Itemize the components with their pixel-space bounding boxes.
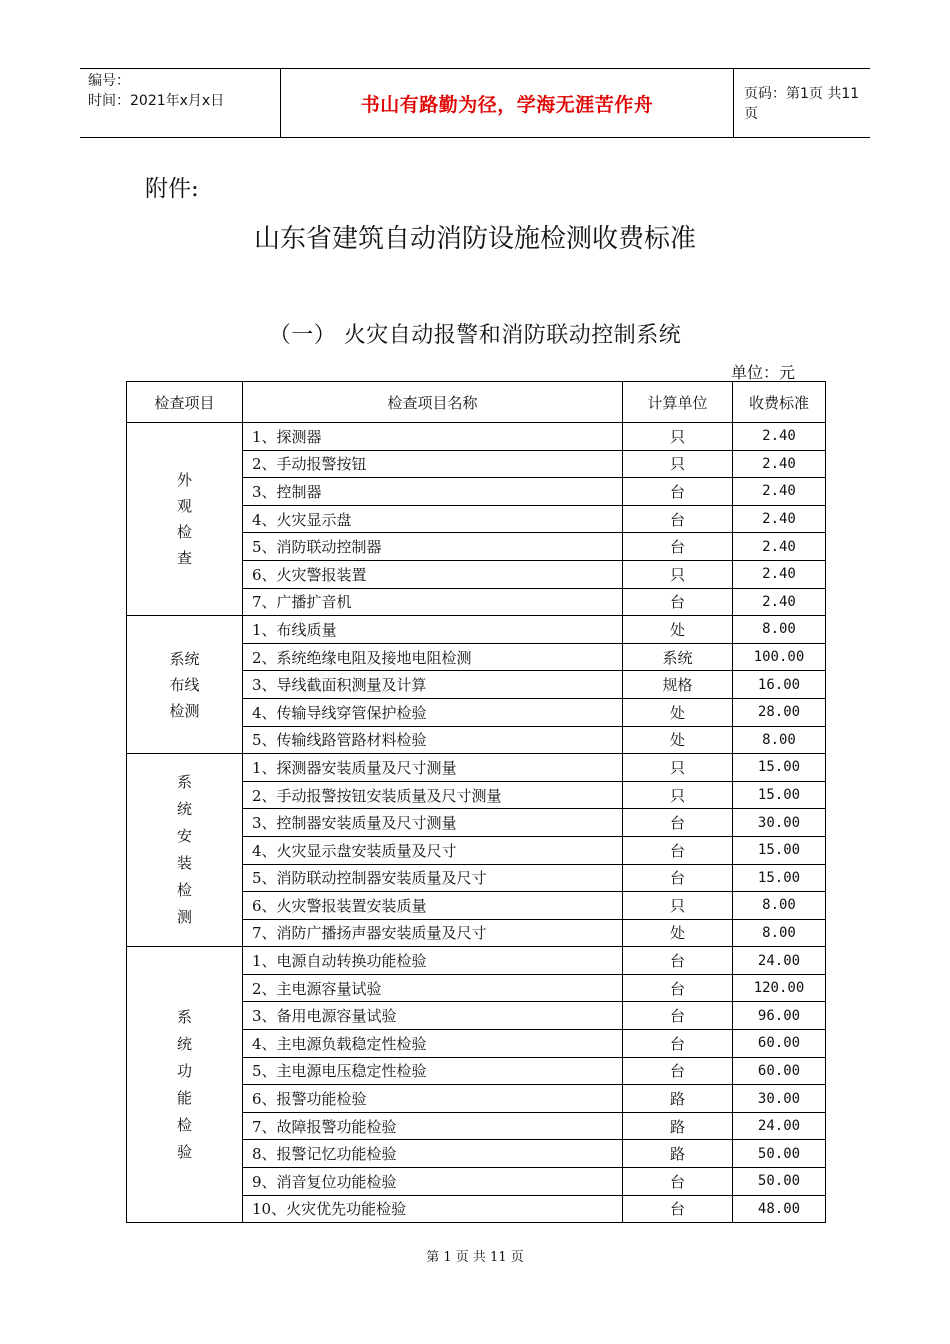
item-name-cell: 3、控制器安装质量及尺寸测量: [243, 809, 623, 837]
table-header-row: [127, 382, 826, 423]
unit-cell: 台: [623, 809, 733, 837]
table-row: [127, 616, 826, 644]
category-label-line: 装: [176, 854, 192, 873]
item-name-cell: 3、控制器: [243, 478, 623, 506]
item-name-cell: 10、火灾优先功能检验: [243, 1195, 623, 1223]
item-name-cell: 3、导线截面积测量及计算: [243, 671, 623, 699]
item-name-cell: 3、备用电源容量试验: [243, 1002, 623, 1030]
header-time: 时间：2021年x月x日: [88, 93, 225, 109]
category-label: [169, 646, 199, 724]
category-label-line: 检测: [169, 701, 200, 720]
fee-cell: 28.00: [733, 698, 826, 726]
header-fee: 收费标准: [733, 382, 826, 423]
fee-table: [126, 381, 826, 1223]
document-header: [80, 68, 870, 138]
section-subtitle: （一） 火灾自动报警和消防联动控制系统: [268, 323, 682, 348]
item-name-cell: 6、火灾警报装置: [243, 560, 623, 588]
unit-cell: 台: [623, 1195, 733, 1223]
item-name-cell: 5、消防联动控制器安装质量及尺寸: [243, 864, 623, 892]
item-name-cell: 4、火灾显示盘: [243, 505, 623, 533]
unit-cell: 只: [623, 754, 733, 782]
header-motto: 书山有路勤为径，学海无涯苦作舟: [280, 69, 734, 137]
fee-cell: 15.00: [733, 754, 826, 782]
item-name-cell: 2、系统绝缘电阻及接地电阻检测: [243, 643, 623, 671]
unit-cell: 只: [623, 560, 733, 588]
item-name-cell: 9、消音复位功能检验: [243, 1168, 623, 1196]
fee-cell: 16.00: [733, 671, 826, 699]
item-name-cell: 5、主电源电压稳定性检验: [243, 1057, 623, 1085]
category-label-line: 验: [176, 1142, 192, 1161]
category-label: [177, 1004, 192, 1166]
fee-cell: 8.00: [733, 919, 826, 947]
category-cell: [127, 947, 243, 1223]
fee-cell: 30.00: [733, 1085, 826, 1113]
fee-cell: 2.40: [733, 560, 826, 588]
item-name-cell: 7、广播扩音机: [243, 588, 623, 616]
table-body: [127, 423, 826, 1223]
header-check-item: 检查项目: [127, 382, 243, 423]
category-label-line: 能: [176, 1088, 192, 1107]
fee-cell: 15.00: [733, 836, 826, 864]
header-unit: 计算单位: [623, 382, 733, 423]
category-label-line: 外: [176, 471, 192, 490]
unit-cell: 台: [623, 1002, 733, 1030]
fee-cell: 2.40: [733, 505, 826, 533]
category-label-line: 统: [176, 1034, 192, 1053]
unit-cell: 系统: [623, 643, 733, 671]
item-name-cell: 7、消防广播扬声器安装质量及尺寸: [243, 919, 623, 947]
fee-cell: 2.40: [733, 450, 826, 478]
item-name-cell: 2、手动报警按钮安装质量及尺寸测量: [243, 781, 623, 809]
item-name-cell: 6、火灾警报装置安装质量: [243, 892, 623, 920]
fee-cell: 24.00: [733, 1112, 826, 1140]
category-label: [177, 467, 192, 571]
category-label-line: 布线: [169, 675, 200, 694]
item-name-cell: 1、布线质量: [243, 616, 623, 644]
item-name-cell: 7、故障报警功能检验: [243, 1112, 623, 1140]
unit-cell: 台: [623, 1168, 733, 1196]
unit-cell: 台: [623, 588, 733, 616]
unit-cell: 台: [623, 974, 733, 1002]
category-label-line: 系统: [169, 649, 200, 668]
unit-cell: 只: [623, 781, 733, 809]
item-name-cell: 1、电源自动转换功能检验: [243, 947, 623, 975]
unit-cell: 只: [623, 892, 733, 920]
table-row: [127, 423, 826, 451]
fee-cell: 120.00: [733, 974, 826, 1002]
fee-cell: 50.00: [733, 1140, 826, 1168]
fee-cell: 15.00: [733, 781, 826, 809]
category-label-line: 测: [176, 908, 192, 927]
header-item-name: 检查项目名称: [243, 382, 623, 423]
item-name-cell: 5、消防联动控制器: [243, 533, 623, 561]
table-row: [127, 947, 826, 975]
category-label-line: 观: [176, 497, 192, 516]
fee-cell: 8.00: [733, 726, 826, 754]
fee-cell: 8.00: [733, 616, 826, 644]
unit-cell: 路: [623, 1112, 733, 1140]
unit-cell: 台: [623, 836, 733, 864]
category-label: [177, 769, 192, 931]
unit-cell: 路: [623, 1140, 733, 1168]
category-label-line: 系: [176, 1007, 192, 1026]
page-footer: 第 1 页 共 11 页: [426, 1250, 524, 1265]
item-name-cell: 6、报警功能检验: [243, 1085, 623, 1113]
item-name-cell: 5、传输线路管路材料检验: [243, 726, 623, 754]
item-name-cell: 4、主电源负载稳定性检验: [243, 1030, 623, 1058]
item-name-cell: 2、手动报警按钮: [243, 450, 623, 478]
fee-cell: 30.00: [733, 809, 826, 837]
fee-cell: 15.00: [733, 864, 826, 892]
unit-cell: 台: [623, 864, 733, 892]
unit-cell: 处: [623, 698, 733, 726]
category-label-line: 系: [176, 773, 192, 792]
item-name-cell: 1、探测器安装质量及尺寸测量: [243, 754, 623, 782]
header-page-info: 页码：第1页 共11页: [744, 86, 860, 122]
category-label-line: 安: [176, 827, 192, 846]
category-label-line: 查: [176, 549, 192, 568]
unit-note: 单位：元: [731, 363, 796, 382]
unit-cell: 台: [623, 1057, 733, 1085]
unit-cell: 台: [623, 478, 733, 506]
item-name-cell: 8、报警记忆功能检验: [243, 1140, 623, 1168]
fee-cell: 8.00: [733, 892, 826, 920]
fee-cell: 2.40: [733, 423, 826, 451]
category-label-line: 统: [176, 800, 192, 819]
fee-cell: 100.00: [733, 643, 826, 671]
unit-cell: 台: [623, 505, 733, 533]
item-name-cell: 4、传输导线穿管保护检验: [243, 698, 623, 726]
unit-cell: 台: [623, 1030, 733, 1058]
header-meta: [80, 69, 280, 137]
unit-cell: 只: [623, 423, 733, 451]
fee-cell: 60.00: [733, 1030, 826, 1058]
table-row: [127, 754, 826, 782]
category-cell: [127, 616, 243, 754]
fee-cell: 2.40: [733, 478, 826, 506]
unit-cell: 规格: [623, 671, 733, 699]
category-label-line: 检: [176, 523, 192, 542]
fee-cell: 24.00: [733, 947, 826, 975]
unit-cell: 台: [623, 947, 733, 975]
header-code: 编号：: [88, 73, 130, 89]
fee-cell: 48.00: [733, 1195, 826, 1223]
unit-cell: 处: [623, 726, 733, 754]
fee-cell: 2.40: [733, 588, 826, 616]
fee-cell: 50.00: [733, 1168, 826, 1196]
category-cell: [127, 423, 243, 616]
unit-cell: 台: [623, 533, 733, 561]
item-name-cell: 1、探测器: [243, 423, 623, 451]
unit-cell: 处: [623, 919, 733, 947]
category-label-line: 检: [176, 1115, 192, 1134]
category-label-line: 功: [176, 1061, 192, 1080]
attachment-label: 附件:: [145, 176, 199, 202]
item-name-cell: 4、火灾显示盘安装质量及尺寸: [243, 836, 623, 864]
category-cell: [127, 754, 243, 947]
unit-cell: 路: [623, 1085, 733, 1113]
fee-cell: 96.00: [733, 1002, 826, 1030]
unit-cell: 处: [623, 616, 733, 644]
fee-cell: 2.40: [733, 533, 826, 561]
unit-cell: 只: [623, 450, 733, 478]
category-label-line: 检: [176, 881, 192, 900]
fee-cell: 60.00: [733, 1057, 826, 1085]
document-title: 山东省建筑自动消防设施检测收费标准: [253, 224, 696, 254]
item-name-cell: 2、主电源容量试验: [243, 974, 623, 1002]
